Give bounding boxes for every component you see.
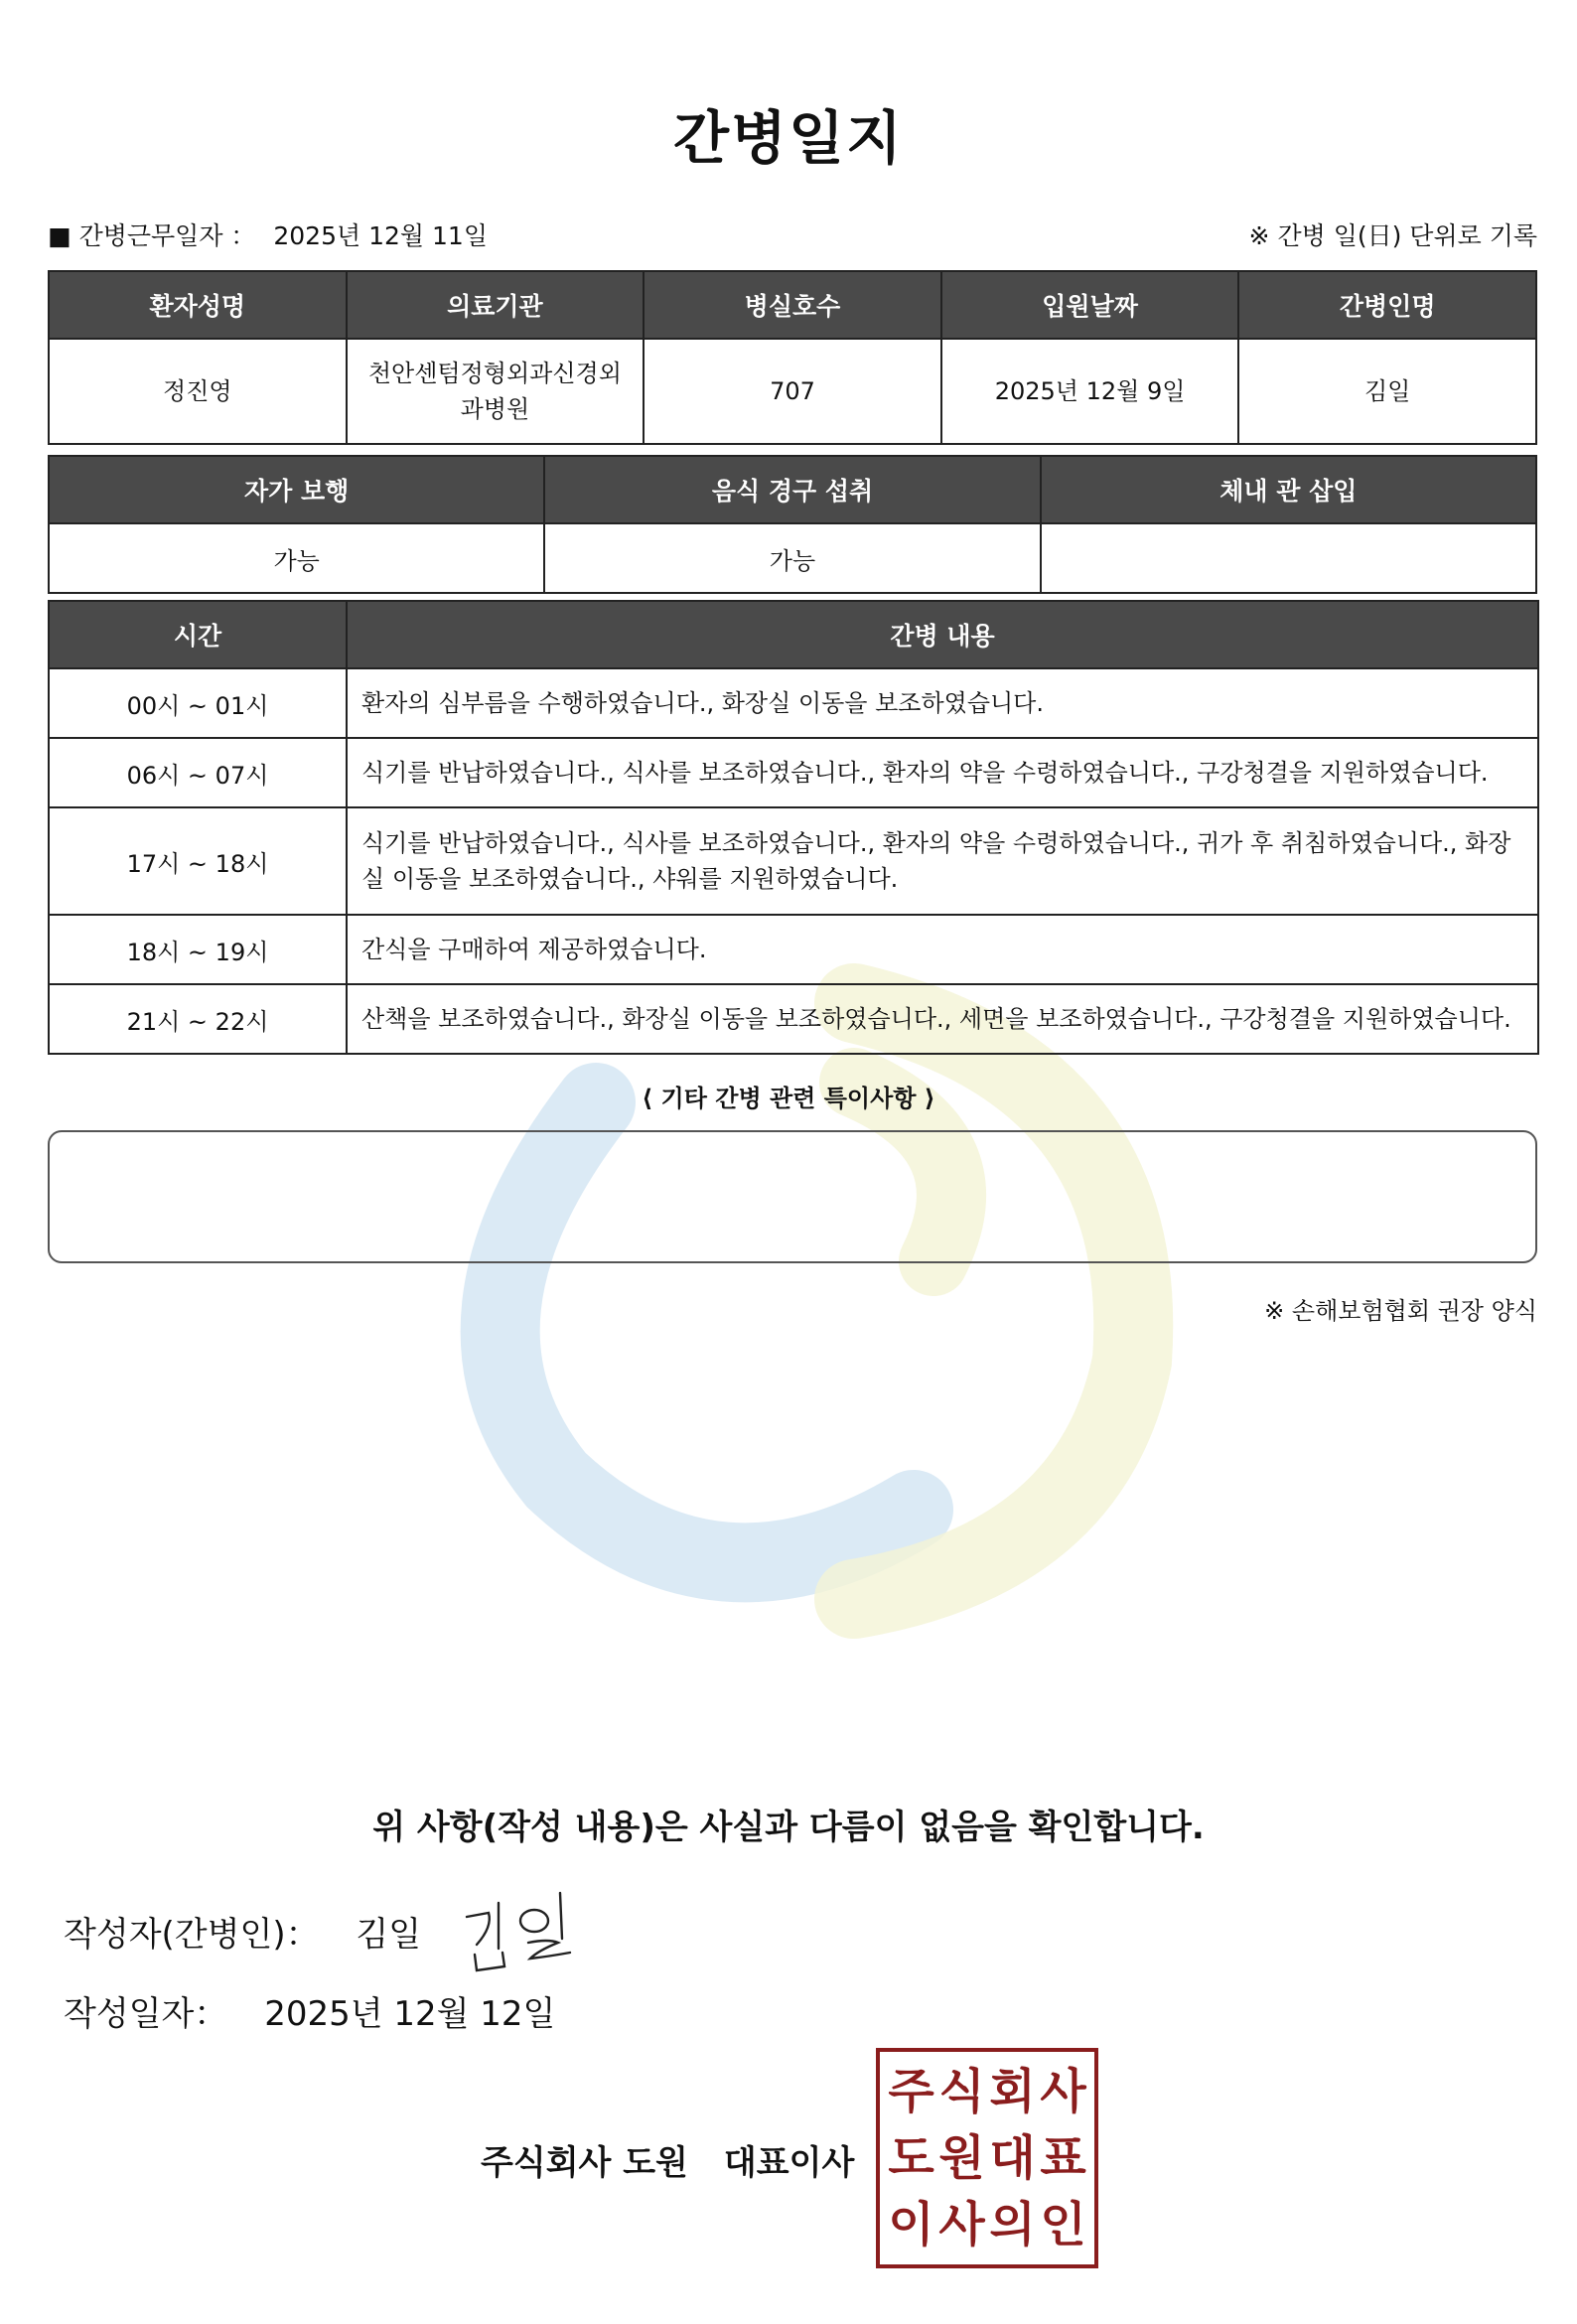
header-care-content: 간병 내용 <box>347 601 1538 668</box>
seal-character: 회 <box>989 2063 1036 2119</box>
care-time: 00시 ~ 01시 <box>49 668 347 738</box>
admission-date: 2025년 12월 9일 <box>941 339 1239 444</box>
table-row <box>49 668 1538 738</box>
handwritten-signature <box>459 1887 588 1976</box>
care-content: 식기를 반납하였습니다., 식사를 보조하였습니다., 환자의 약을 수령하였습니다., 귀가 후 취침하였습니다., 화장실 이동을 보조하였습니다., 샤워를 지원하였습니다. <box>347 807 1538 915</box>
seal-characters <box>886 2058 1088 2258</box>
seal-character: 의 <box>989 2197 1036 2253</box>
room-number: 707 <box>644 339 941 444</box>
care-content: 식기를 반납하였습니다., 식사를 보조하였습니다., 환자의 약을 수령하였습니다., 구강청결을 지원하였습니다. <box>347 738 1538 807</box>
patient-status-table <box>48 455 1537 594</box>
header-oral-intake: 음식 경구 섭취 <box>544 456 1040 523</box>
self-walking-value: 가능 <box>49 523 544 593</box>
seal-character: 원 <box>938 2129 985 2186</box>
written-date-label: 작성일자： <box>64 1994 228 2034</box>
care-time: 21시 ~ 22시 <box>49 984 347 1054</box>
recommendation-note: ※ 손해보험협회 권장 양식 <box>1264 1297 1537 1325</box>
table-row <box>49 523 1536 593</box>
care-content: 산책을 보조하였습니다., 화장실 이동을 보조하였습니다., 세면을 보조하였습니다., 구강청결을 지원하였습니다. <box>347 984 1538 1054</box>
seal-character: 주 <box>888 2063 934 2119</box>
remarks-box <box>48 1130 1537 1263</box>
header-patient-name: 환자성명 <box>49 271 347 339</box>
seal-character: 사 <box>1040 2063 1086 2119</box>
seal-character: 인 <box>1040 2197 1086 2253</box>
oral-intake-value: 가능 <box>544 523 1040 593</box>
writer-row <box>64 1907 421 1956</box>
care-time: 18시 ~ 19시 <box>49 915 347 984</box>
written-date-value: 2025년 12월 12일 <box>264 1994 556 2034</box>
seal-character: 이 <box>888 2197 934 2253</box>
header-caregiver-name: 간병인명 <box>1238 271 1536 339</box>
work-date <box>48 217 488 252</box>
table-row <box>49 339 1536 444</box>
table-header-row <box>49 456 1536 523</box>
work-date-value: 2025년 12월 11일 <box>273 221 488 250</box>
care-log-table <box>48 600 1539 1055</box>
header-tube-insertion: 체내 관 삽입 <box>1041 456 1536 523</box>
header-admission-date: 입원날짜 <box>941 271 1239 339</box>
seal-character: 도 <box>888 2129 934 2186</box>
record-unit-note: ※ 간병 일(日) 단위로 기록 <box>1248 221 1537 250</box>
care-time: 17시 ~ 18시 <box>49 807 347 915</box>
table-row <box>49 807 1538 915</box>
company-signature-line <box>481 2135 854 2184</box>
representative-title: 대표이사 <box>723 2143 855 2183</box>
patient-name: 정진영 <box>49 339 347 444</box>
patient-info-table <box>48 270 1537 445</box>
table-row <box>49 984 1538 1054</box>
table-row <box>49 915 1538 984</box>
tube-insertion-value <box>1041 523 1536 593</box>
seal-character: 표 <box>1040 2129 1086 2186</box>
company-name: 주식회사 도원 <box>481 2143 688 2183</box>
seal-character: 식 <box>938 2063 985 2119</box>
confirmation-statement: 위 사항(작성 내용)은 사실과 다름이 없음을 확인합니다. <box>372 1808 1205 1847</box>
table-header-row <box>49 601 1538 668</box>
remarks-title: ⟨ 기타 간병 관련 특이사항 ⟩ <box>642 1085 935 1112</box>
written-date-row <box>64 1986 555 2035</box>
header-self-walking: 자가 보행 <box>49 456 544 523</box>
care-content: 간식을 구매하여 제공하였습니다. <box>347 915 1538 984</box>
writer-label: 작성자(간병인)： <box>64 1915 320 1955</box>
medical-institution: 천안센텀정형외과신경외과병원 <box>347 339 645 444</box>
header-room-number: 병실호수 <box>644 271 941 339</box>
caregiver-name: 김일 <box>1238 339 1536 444</box>
page-title: 간병일지 <box>672 104 905 172</box>
work-date-label: ■ 간병근무일자 ： <box>48 221 256 250</box>
seal-character: 사 <box>938 2197 985 2253</box>
care-content: 환자의 심부름을 수행하였습니다., 화장실 이동을 보조하였습니다. <box>347 668 1538 738</box>
seal-character: 대 <box>989 2129 1036 2186</box>
table-row <box>49 738 1538 807</box>
writer-name: 김일 <box>356 1915 422 1955</box>
care-time: 06시 ~ 07시 <box>49 738 347 807</box>
header-time: 시간 <box>49 601 347 668</box>
table-header-row <box>49 271 1536 339</box>
header-medical-institution: 의료기관 <box>347 271 645 339</box>
company-seal <box>876 2048 1098 2268</box>
